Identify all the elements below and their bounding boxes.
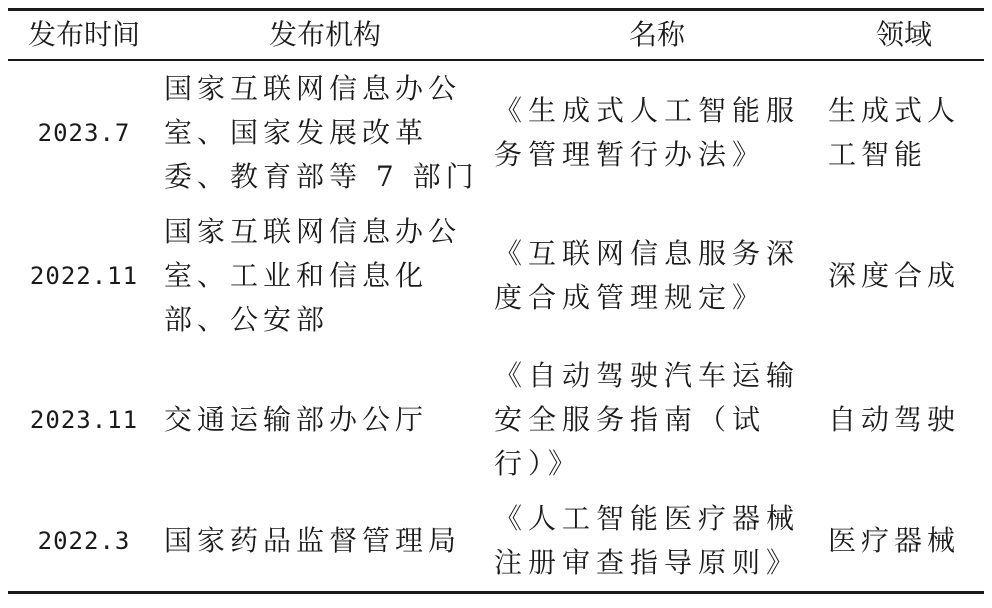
cell-org: 国家药品监督管理局 [164, 524, 462, 558]
cell-date: 2022.11 [29, 262, 139, 290]
cell-field: 医疗器械 [828, 524, 961, 558]
cell-date: 2023.7 [37, 118, 131, 147]
header-org: 发布机构 [268, 18, 381, 52]
table-row [8, 60, 984, 204]
cell-field: 自动驾驶 [828, 403, 961, 436]
cell-date: 2023.11 [29, 406, 139, 434]
cell-name: 《互联网信息服务深度合成管理规定》 [494, 237, 801, 314]
policy-table [8, 8, 984, 594]
cell-name: 《自动驾驶汽车运输安全服务指南（试行）》 [494, 359, 801, 480]
table-row [8, 492, 984, 592]
table-row [8, 204, 984, 348]
header-field: 领域 [875, 18, 932, 52]
cell-name: 《人工智能医疗器械注册审查指导原则》 [494, 502, 801, 580]
table-header-row [8, 10, 984, 61]
table-row [8, 348, 984, 492]
cell-field: 生成式人工智能 [828, 93, 961, 171]
cell-org: 国家互联网信息办公室、工业和信息化部、公安部 [164, 215, 462, 336]
cell-date: 2022.3 [37, 527, 131, 556]
header-date: 发布时间 [27, 18, 140, 52]
cell-org: 国家互联网信息办公室、国家发展改革委、教育部等 7 部门 [164, 71, 479, 193]
cell-name: 《生成式人工智能服务管理暂行办法》 [494, 93, 801, 171]
cell-org: 交通运输部办公厅 [164, 403, 429, 436]
cell-field: 深度合成 [828, 259, 961, 292]
header-name: 名称 [628, 18, 685, 52]
